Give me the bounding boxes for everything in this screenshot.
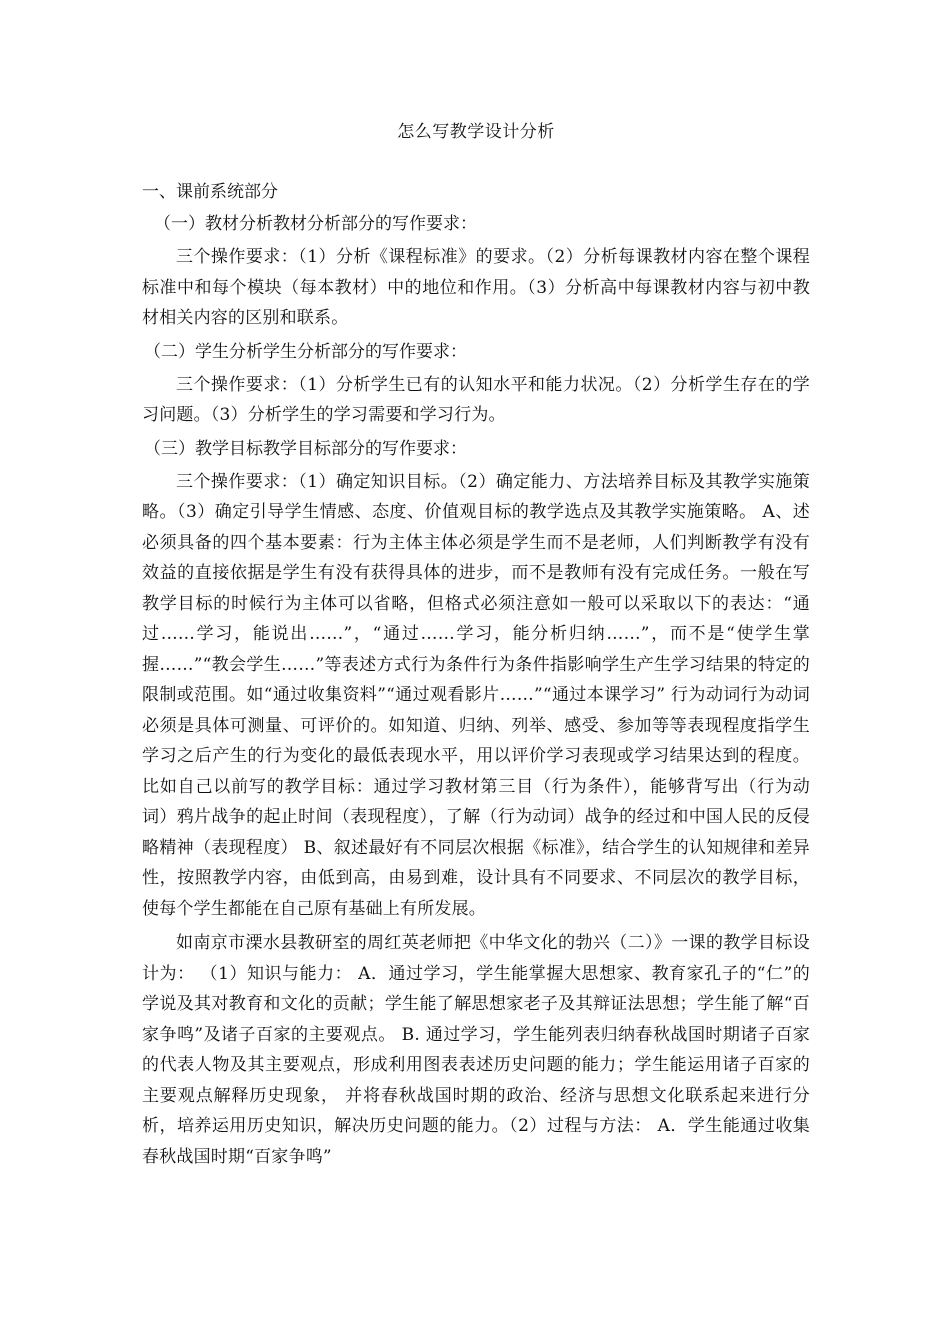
subsection-heading-student-analysis: （二）学生分析学生分析部分的写作要求： <box>144 341 467 362</box>
paragraph-example-objectives: 如南京市溧水县教研室的周红英老师把《中华文化的勃兴（二）》一课的教学目标设计为： （1）知识与能力： A．通过学习，学生能掌握大思想家、教育家孔子的“仁”的学说及其对教育和文化的贡献；学生能了解思想家老子及其辩证法思想；学生能了解“百家争鸣”及诸子百家的主要观点。 B. 通过学习，学生能列表归纳春秋战国时期诸子百家的代表人物及其主要观点，形成利用图表表述历史问题的能力；学生能运用诸子百家的主要观点解释历史现象， 并将春秋战国时期的政治、经济与思想文化联系起来进行分析，培养运用历史知识，解决历史问题的能力。（2）过程与方法： A．学生能通过收集春秋战国时期“百家争鸣” <box>142 933 810 1167</box>
subsection-heading-teaching-objectives: （三）教学目标教学目标部分的写作要求： <box>144 438 467 459</box>
paragraph-textbook-analysis: 三个操作要求：（1）分析《课程标准》的要求。（2）分析每课教材内容在整个课程标准中和每个模块（每本教材）中的地位和作用。（3）分析高中每课教材内容与初中教材相关内容的区别和联系。 <box>142 247 810 328</box>
subsection-heading-textbook-analysis: （一）教材分析教材分析部分的写作要求： <box>154 214 477 234</box>
document-title: 怎么写教学设计分析 <box>397 122 555 142</box>
paragraph-teaching-objectives: 三个操作要求：（1）确定知识目标。（2）确定能力、方法培养目标及其教学实施策略。（3）确定引导学生情感、态度、价值观目标的教学选点及其教学实施策略。 A、述必须具备的四个基本要素：行为主体主体必须是学生而不是老师，人们判断教学有没有效益的直接依据是学生有没有获得具体的进步，而不是教师有没有完成任务。一般在写教学目标的时候行为主体可以省略，但格式必须注意如一般可以采取以下的表达：“通过……学习，能说出……”，“通过……学习，能分析归纳……”，而不是“使学生掌握……”“教会学生……”等表述方式行为条件行为条件指影响学生产生学习结果的特定的限制或范围。如“通过收集资料”“通过观看影片……”“通过本课学习” 行为动词行为动词必须是具体可测量、可评价的。如知道、归纳、列举、感受、参加等等表现程度指学生学习之后产生的行为变化的最低表现水平，用以评价学习表现或学习结果达到的程度。比如自己以前写的教学目标：通过学习教材第三目（行为条件），能够背写出（行为动词）鸦片战争的起止时间（表现程度），了解（行为动词）战争的经过和中国人民的反侵略精神（表现程度） B、叙述最好有不同层次根据《标准》，结合学生的认知规律和差异性，按照教学内容，由低到高，由易到难，设计具有不同要求、不同层次的教学目标，使每个学生都能在自己原有基础上有所发展。 <box>142 471 810 919</box>
paragraph-student-analysis: 三个操作要求：（1）分析学生已有的认知水平和能力状况。（2）分析学生存在的学习问题。（3）分析学生的学习需要和学习行为。 <box>142 374 810 425</box>
section-heading-pre-class-system: 一、课前系统部分 <box>142 182 278 202</box>
